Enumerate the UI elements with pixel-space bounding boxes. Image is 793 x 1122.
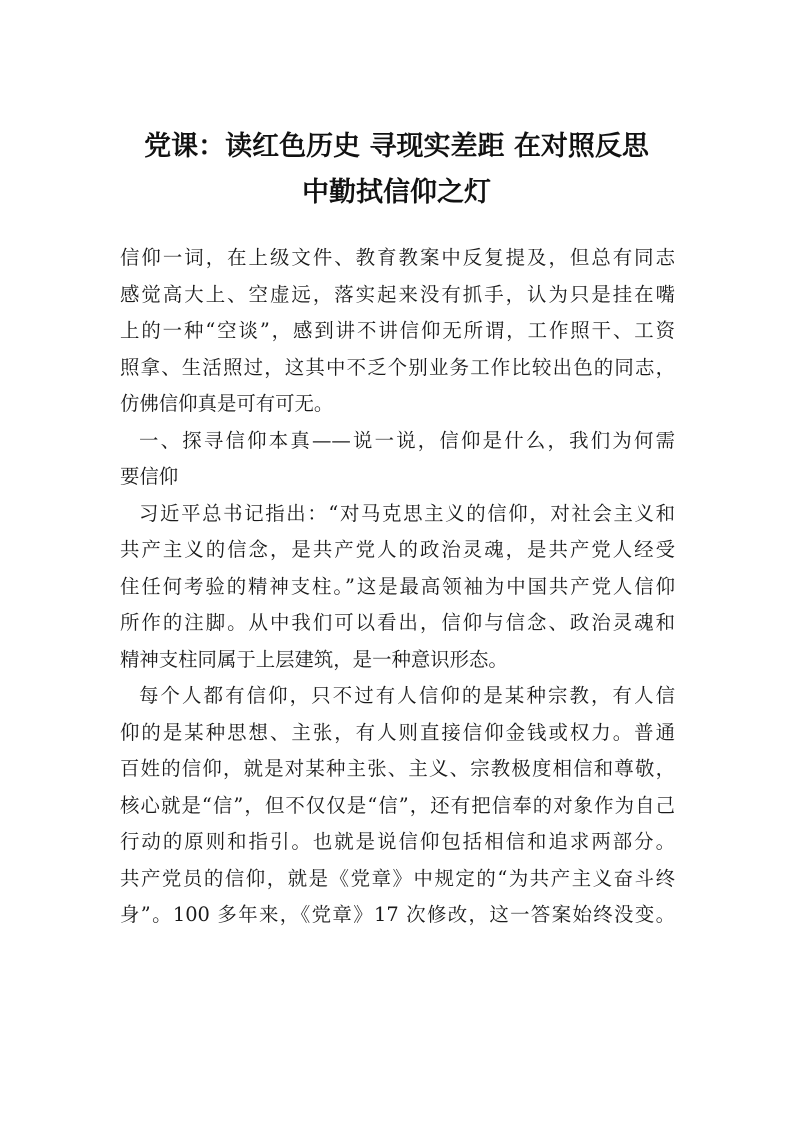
- paragraph-intro: [120, 240, 675, 423]
- paragraph-belief: [120, 678, 675, 934]
- text-line: 仿佛信仰真是可有可无。: [120, 392, 334, 415]
- text-line: 一、探寻信仰本真——说一说，信仰是什么，我们为何需: [139, 428, 675, 452]
- text-line: 感觉高大上、空虚远，落实起来没有抓手，认为只是挂在嘴: [120, 282, 675, 306]
- text-line: 核心就是“信”，但不仅仅是“信”，还有把信奉的对象作为自己: [120, 793, 675, 817]
- section-heading-1: [120, 423, 675, 496]
- text-line: 要信仰: [120, 465, 179, 488]
- text-line: 精神支柱同属于上层建筑，是一种意识形态。: [120, 647, 508, 671]
- title-line-1: 党课：读红色历史 寻现实差距 在对照反思: [144, 131, 649, 162]
- text-line: 行动的原则和指引。也就是说信仰包括相信和追求两部分。: [120, 830, 675, 853]
- text-line: 住任何考验的精神支柱。”这是最高领袖为中国共产党人信仰: [120, 574, 675, 598]
- document-body: [120, 240, 675, 934]
- text-line: 共产主义的信念，是共产党人的政治灵魂，是共产党人经受: [120, 538, 675, 561]
- text-line: 习近平总书记指出：“对马克思主义的信仰，对社会主义和: [139, 501, 675, 525]
- text-line: 每个人都有信仰，只不过有人信仰的是某种宗教，有人信: [139, 684, 675, 707]
- title-line-2: 中勤拭信仰之灯: [302, 177, 491, 208]
- text-line: 上的一种“空谈”，感到讲不讲信仰无所谓，工作照干、工资: [120, 319, 675, 342]
- text-line: 仰的是某种思想、主张，有人则直接信仰金钱或权力。普通: [120, 720, 675, 744]
- text-line: 共产党员的信仰，就是《党章》中规定的“为共产主义奋斗终: [120, 866, 675, 890]
- text-line: 百姓的信仰，就是对某种主张、主义、宗教极度相信和尊敬，: [120, 757, 675, 780]
- text-line: 所作的注脚。从中我们可以看出，信仰与信念、政治灵魂和: [120, 611, 675, 634]
- text-line: 身”。100 多年来，《党章》17 次修改，这一答案始终没变。: [120, 903, 675, 926]
- paragraph-quote: [120, 496, 675, 679]
- text-line: 信仰一词，在上级文件、教育教案中反复提及，但总有同志: [120, 246, 675, 269]
- text-line: 照拿、生活照过，这其中不乏个别业务工作比较出色的同志，: [120, 355, 675, 379]
- document-title: [100, 124, 693, 216]
